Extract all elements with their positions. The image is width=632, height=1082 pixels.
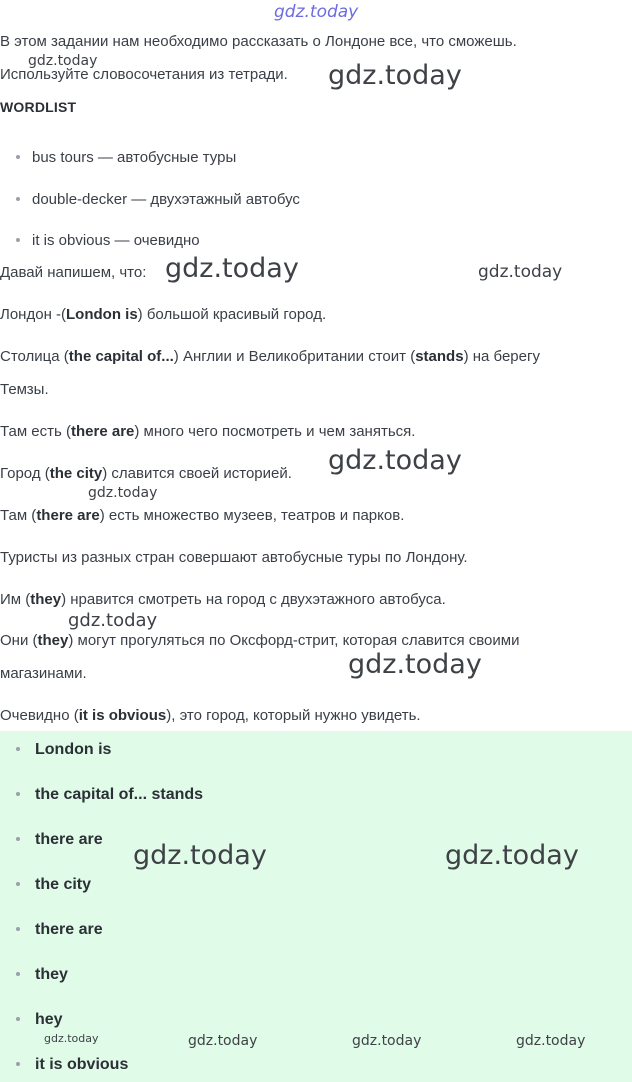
- sentence-text: ) Англии и Великобритании стоит (: [173, 348, 416, 365]
- answer-text: hey: [35, 1011, 63, 1028]
- answer-item: [16, 740, 111, 760]
- answer-item: [16, 785, 203, 805]
- wordlist-heading: WORDLIST: [0, 99, 77, 115]
- bullet-icon: [16, 747, 20, 751]
- answer-item: [16, 920, 103, 940]
- wordlist-item-text: bus tours — автобусные туры: [32, 149, 237, 166]
- answer-item: [16, 965, 68, 985]
- sentence-8-continued: магазинами.: [0, 665, 87, 682]
- watermark: gdz.today: [328, 445, 462, 476]
- bullet-icon: [16, 1017, 20, 1021]
- sentence-text: Город (: [0, 465, 50, 482]
- answer-text: they: [35, 966, 68, 983]
- watermark: gdz.today: [165, 253, 299, 284]
- sentence-keyword: London is: [66, 306, 138, 323]
- bullet-icon: [16, 837, 20, 841]
- bullet-icon: [16, 882, 20, 886]
- bullet-icon: [16, 1062, 20, 1066]
- wordlist-item: [16, 231, 200, 251]
- sentence-keyword: they: [37, 632, 69, 649]
- answer-text: London is: [35, 741, 112, 758]
- watermark: gdz.today: [68, 610, 158, 631]
- sentence-7: [0, 590, 446, 610]
- answer-text: there are: [35, 831, 103, 848]
- watermark: gdz.today: [44, 1032, 99, 1045]
- sentence-keyword: they: [30, 591, 62, 608]
- sentence-4: [0, 464, 292, 484]
- bullet-icon: [16, 238, 20, 242]
- sentence-keyword: there are: [71, 423, 135, 440]
- watermark: gdz.today: [328, 60, 462, 91]
- sentence-8: [0, 631, 519, 651]
- bullet-icon: [16, 197, 20, 201]
- bullet-icon: [16, 927, 20, 931]
- answer-item: [16, 1010, 63, 1030]
- sentence-text: ) большой красивый город.: [137, 306, 327, 323]
- answer-item: [16, 875, 91, 895]
- sentence-1: [0, 305, 326, 325]
- sentence-text: Они (: [0, 632, 38, 649]
- answer-text: there are: [35, 921, 103, 938]
- sentence-2-continued: Темзы.: [0, 381, 49, 398]
- sentence-text: Там (: [0, 507, 37, 524]
- answer-box: [0, 731, 632, 1082]
- sentence-text: Очевидно (: [0, 707, 79, 724]
- wordlist-item: [16, 148, 236, 168]
- wordlist-item: [16, 190, 300, 210]
- watermark: gdz.today: [188, 1033, 258, 1049]
- sentence-text: ) есть множество музеев, театров и парков.: [99, 507, 405, 524]
- bullet-icon: [16, 155, 20, 159]
- sentence-text: ) много чего посмотреть и чем заняться.: [134, 423, 416, 440]
- sentence-keyword: there are: [36, 507, 100, 524]
- answer-text: the capital of... stands: [35, 786, 204, 803]
- answer-text: it is obvious: [35, 1056, 129, 1073]
- answer-item: [16, 1055, 128, 1075]
- sentence-text: ) славится своей историей.: [102, 465, 292, 482]
- watermark: gdz.today: [516, 1033, 586, 1049]
- watermark: gdz.today: [352, 1033, 422, 1049]
- sentence-text: ), это город, который нужно увидеть.: [166, 707, 421, 724]
- sentence-keyword: it is obvious: [78, 707, 167, 724]
- sentence-keyword: stands: [415, 348, 464, 365]
- watermark: gdz.today: [445, 840, 579, 871]
- sentence-keyword: the city: [49, 465, 103, 482]
- sentence-text: Лондон -(: [0, 306, 67, 323]
- wordlist-item-text: double-decker — двухэтажный автобус: [32, 191, 300, 208]
- sentence-9: [0, 706, 421, 726]
- sentence-2: [0, 347, 540, 367]
- intro-line-1: В этом задании нам необходимо рассказать о Лондоне все, что сможешь.: [0, 33, 517, 50]
- sentence-text: ) на берегу: [463, 348, 540, 365]
- watermark: gdz.today: [478, 262, 563, 282]
- sentence-text: ) могут прогуляться по Оксфорд-стрит, которая славится своими: [68, 632, 520, 649]
- watermark: gdz.today: [348, 649, 482, 680]
- sentence-5: [0, 506, 404, 526]
- bullet-icon: [16, 792, 20, 796]
- sentence-3: [0, 422, 415, 442]
- watermark: gdz.today: [88, 485, 158, 501]
- site-logo[interactable]: gdz.today: [274, 2, 359, 22]
- watermark: gdz.today: [28, 53, 98, 69]
- wordlist-item-text: it is obvious — очевидно: [32, 232, 200, 249]
- sentence-text: Им (: [0, 591, 31, 608]
- sentence-text: Столица (: [0, 348, 69, 365]
- answer-text: the city: [35, 876, 92, 893]
- sentence-text: ) нравится смотреть на город с двухэтажного автобуса.: [61, 591, 446, 608]
- sentence-text: Там есть (: [0, 423, 72, 440]
- sentence-keyword: the capital of...: [68, 348, 174, 365]
- lead-text: Давай напишем, что:: [0, 264, 147, 281]
- bullet-icon: [16, 972, 20, 976]
- intro-line-2: Используйте словосочетания из тетради.: [0, 66, 288, 83]
- answer-item: [16, 830, 103, 850]
- sentence-6: Туристы из разных стран совершают автобусные туры по Лондону.: [0, 549, 468, 566]
- watermark: gdz.today: [133, 840, 267, 871]
